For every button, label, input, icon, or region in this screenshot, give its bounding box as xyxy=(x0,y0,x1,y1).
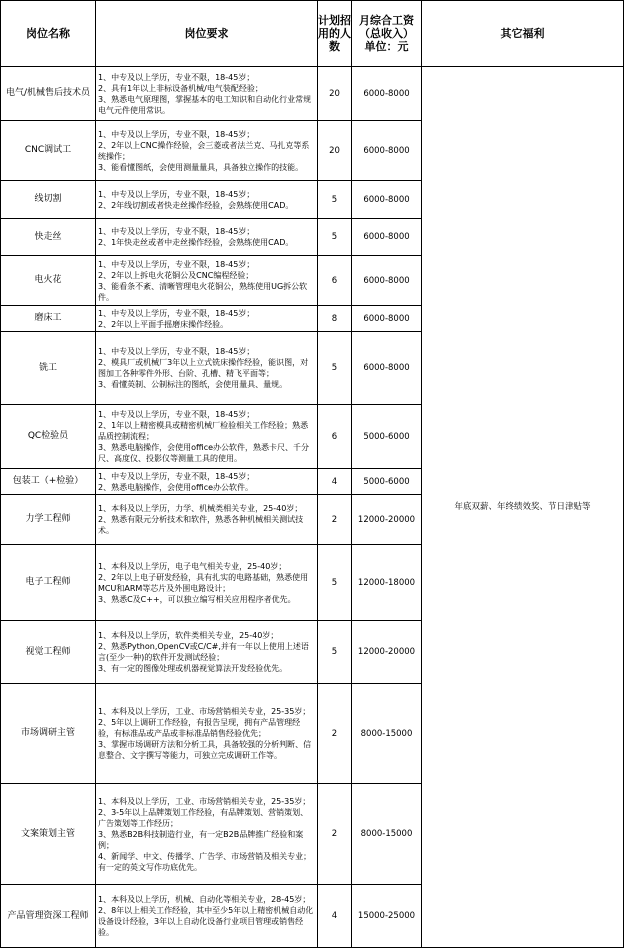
requirement-line: 1、本科及以上学历，力学、机械类相关专业，25-40岁； xyxy=(98,504,303,513)
requirement-line: 3、能看懂图纸，会使用测量量具，具备独立操作的技能。 xyxy=(98,162,304,172)
headcount-cell: 2 xyxy=(318,495,352,545)
requirements-cell xyxy=(96,545,318,621)
header-headcount-line: 数 xyxy=(329,40,340,53)
requirement-line: 2、2年以上CNC操作经验，会三菱或者法兰克、马扎克等系统操作； xyxy=(98,140,310,161)
requirement-line: 3、熟悉电气原理图，掌握基本的电工知识和自动化行业常规电气元件使用常识。 xyxy=(98,94,312,115)
requirement-line: 1、中专及以上学历，专业不限，18-45岁； xyxy=(98,308,255,318)
requirement-line: 1、本科及以上学历，工业、市场营销相关专业，25-35岁； xyxy=(98,796,311,806)
salary-cell: 15000-25000 xyxy=(352,885,422,948)
salary-cell: 8000-15000 xyxy=(352,684,422,784)
requirement-line: 3、熟悉电脑操作，会使用office办公软件，熟悉卡尺、千分尺、高度仪、投影仪等测量工具的使用。 xyxy=(98,443,310,463)
requirements-cell xyxy=(96,306,318,332)
requirement-line: 1、中专及以上学历，专业不限，18-45岁； xyxy=(98,189,255,199)
position-cell: 快走丝 xyxy=(1,219,96,256)
headcount-cell: 2 xyxy=(318,784,352,885)
salary-cell: 6000-8000 xyxy=(352,219,422,256)
requirement-line: 3、有一定的图像处理或机器视觉算法开发经验优先。 xyxy=(98,664,288,673)
header-headcount-line: 计划招 xyxy=(318,14,351,27)
requirement-line: 1、本科及以上学历，机械、自动化等相关专业，28-45岁； xyxy=(98,895,311,904)
headcount-cell: 8 xyxy=(318,306,352,332)
headcount-cell: 4 xyxy=(318,885,352,948)
requirement-line: 2、熟悉Python,OpenCV或C/C#,并有一年以上使用上述语言(至少一种)的软件开发测试经验； xyxy=(98,642,309,662)
requirement-line: 2、8年以上相关工作经验，其中至少5年以上精密机械自动化设备设计经验，3年以上自动化设备行业项目管理或销售经验。 xyxy=(98,906,314,937)
requirement-line: 2、2年线切割或者快走丝操作经验，会熟练使用CAD。 xyxy=(98,200,294,210)
requirement-line: 3、看懂英制、公制标注的图纸，会使用量具、量规。 xyxy=(98,380,288,389)
position-cell: 磨床工 xyxy=(1,306,96,332)
salary-cell: 8000-15000 xyxy=(352,784,422,885)
position-cell: CNC调试工 xyxy=(1,121,96,181)
salary-cell: 6000-8000 xyxy=(352,67,422,121)
salary-cell: 12000-18000 xyxy=(352,545,422,621)
requirement-line: 1、中专及以上学历，专业不限，18-45岁； xyxy=(98,259,255,269)
salary-cell: 6000-8000 xyxy=(352,256,422,306)
table-row xyxy=(1,67,624,121)
requirements-cell xyxy=(96,67,318,121)
requirements-cell xyxy=(96,784,318,885)
header-position: 岗位名称 xyxy=(1,1,96,67)
salary-cell: 6000-8000 xyxy=(352,121,422,181)
headcount-cell: 4 xyxy=(318,469,352,495)
benefits-cell: 年底双薪、年终绩效奖、节日津贴等 xyxy=(422,67,624,948)
headcount-cell: 5 xyxy=(318,545,352,621)
requirement-line: 2、具有1年以上非标设备机械/电气装配经验； xyxy=(98,83,263,93)
requirements-cell xyxy=(96,405,318,469)
header-salary-line: 月综合工资 xyxy=(359,14,414,27)
requirement-line: 4、新闻学、中文、传播学、广告学、市场营销及相关专业；有一定的英文写作功底优先。 xyxy=(98,851,312,872)
header-salary xyxy=(352,1,422,67)
requirement-line: 1、中专及以上学历，专业不限，18-45岁； xyxy=(98,129,255,139)
requirement-line: 3、熟悉C及C++，可以独立编写相关应用程序者优先。 xyxy=(98,594,296,604)
requirements-cell xyxy=(96,181,318,219)
position-cell: 力学工程师 xyxy=(1,495,96,545)
requirements-cell xyxy=(96,621,318,684)
position-cell: QC检验员 xyxy=(1,405,96,469)
salary-cell: 6000-8000 xyxy=(352,181,422,219)
position-cell: 产品管理资深工程师 xyxy=(1,885,96,948)
position-cell: 视觉工程师 xyxy=(1,621,96,684)
salary-cell: 12000-20000 xyxy=(352,495,422,545)
salary-cell: 12000-20000 xyxy=(352,621,422,684)
header-headcount-line: 用的人 xyxy=(318,27,351,40)
headcount-cell: 5 xyxy=(318,621,352,684)
requirement-line: 2、2年以上拆电火花铜公及CNC编程经验； xyxy=(98,270,254,280)
headcount-cell: 5 xyxy=(318,181,352,219)
position-cell: 线切割 xyxy=(1,181,96,219)
position-cell: 包装工（+检验） xyxy=(1,469,96,495)
header-salary-line: （总收入） xyxy=(359,27,414,40)
requirements-cell xyxy=(96,469,318,495)
salary-cell: 5000-6000 xyxy=(352,405,422,469)
header-requirements: 岗位要求 xyxy=(96,1,318,67)
headcount-cell: 2 xyxy=(318,684,352,784)
requirement-line: 1、中专及以上学历，专业不限，18-45岁； xyxy=(98,227,255,236)
header-row xyxy=(1,1,624,67)
requirements-cell xyxy=(96,495,318,545)
requirement-line: 1、中专及以上学历，专业不限，18-45岁； xyxy=(98,410,255,419)
requirement-line: 1、中专及以上学历，专业不限，18-45岁； xyxy=(98,347,255,356)
salary-cell: 6000-8000 xyxy=(352,332,422,405)
requirement-line: 2、2年以上电子研发经验，具有扎实的电路基础，熟悉使用MCU和ARM等芯片及外围电路设计； xyxy=(98,572,309,593)
requirements-cell xyxy=(96,121,318,181)
position-cell: 市场调研主管 xyxy=(1,684,96,784)
headcount-cell: 5 xyxy=(318,219,352,256)
headcount-cell: 6 xyxy=(318,405,352,469)
headcount-cell: 6 xyxy=(318,256,352,306)
requirement-line: 2、3-5年以上品牌策划工作经验，有品牌策划、营销策划、广告策划等工作经历； xyxy=(98,807,309,828)
position-cell: 电子工程师 xyxy=(1,545,96,621)
requirements-cell xyxy=(96,332,318,405)
requirements-cell xyxy=(96,256,318,306)
requirements-cell xyxy=(96,885,318,948)
headcount-cell: 20 xyxy=(318,121,352,181)
position-cell: 铣工 xyxy=(1,332,96,405)
requirement-line: 2、熟悉有限元分析技术和软件，熟悉各种机械相关测试技术。 xyxy=(98,515,304,535)
requirement-line: 2、1年以上精密模具或精密机械厂检验相关工作经验；熟悉品质控制流程； xyxy=(98,421,309,441)
requirements-cell xyxy=(96,219,318,256)
header-headcount xyxy=(318,1,352,67)
headcount-cell: 20 xyxy=(318,67,352,121)
requirement-line: 1、本科及以上学历，软件类相关专业，25-40岁； xyxy=(98,631,279,640)
header-benefits: 其它福利 xyxy=(422,1,624,67)
requirement-line: 1、中专及以上学历，专业不限，18-45岁； xyxy=(98,471,255,481)
salary-cell: 6000-8000 xyxy=(352,306,422,332)
requirement-line: 1、本科及以上学历，电子电气相关专业，25-40岁； xyxy=(98,561,287,571)
requirement-line: 2、熟悉电脑操作，会使用office办公软件。 xyxy=(98,482,254,492)
position-cell: 文案策划主管 xyxy=(1,784,96,885)
requirement-line: 1、本科及以上学历，工业、市场营销相关专业，25-35岁； xyxy=(98,707,311,716)
requirement-line: 3、熟悉B2B科技制造行业，有一定B2B品牌推广经验和案例； xyxy=(98,829,304,850)
position-cell: 电火花 xyxy=(1,256,96,306)
requirement-line: 1、中专及以上学历，专业不限，18-45岁； xyxy=(98,72,255,82)
header-salary-line: 单位：元 xyxy=(364,40,409,53)
requirement-line: 2、5年以上调研工作经验，有报告呈现，拥有产品管理经验，有标准品或产品或非标准品销售经验优先； xyxy=(98,718,301,738)
headcount-cell: 5 xyxy=(318,332,352,405)
requirement-line: 2、模具厂或机械厂3年以上立式铣床操作经验，能识图，对图加工各种零件外形、台阶、孔槽、精飞平面等； xyxy=(98,358,309,378)
requirement-line: 2、2年以上平面手摇磨床操作经验。 xyxy=(98,319,229,329)
salary-cell: 5000-6000 xyxy=(352,469,422,495)
position-cell: 电气/机械售后技术员 xyxy=(1,67,96,121)
requirement-line: 3、掌握市场调研方法和分析工具，具备较强的分析判断、信息整合、文字撰写等能力，可独立完成调研工作等。 xyxy=(98,740,312,760)
requirements-cell xyxy=(96,684,318,784)
requirement-line: 2、1年快走丝或者中走丝操作经验，会熟练使用CAD。 xyxy=(98,238,294,247)
requirement-line: 3、能看条不紊、清晰管理电火花铜公，熟练使用UG拆公软件。 xyxy=(98,281,308,302)
